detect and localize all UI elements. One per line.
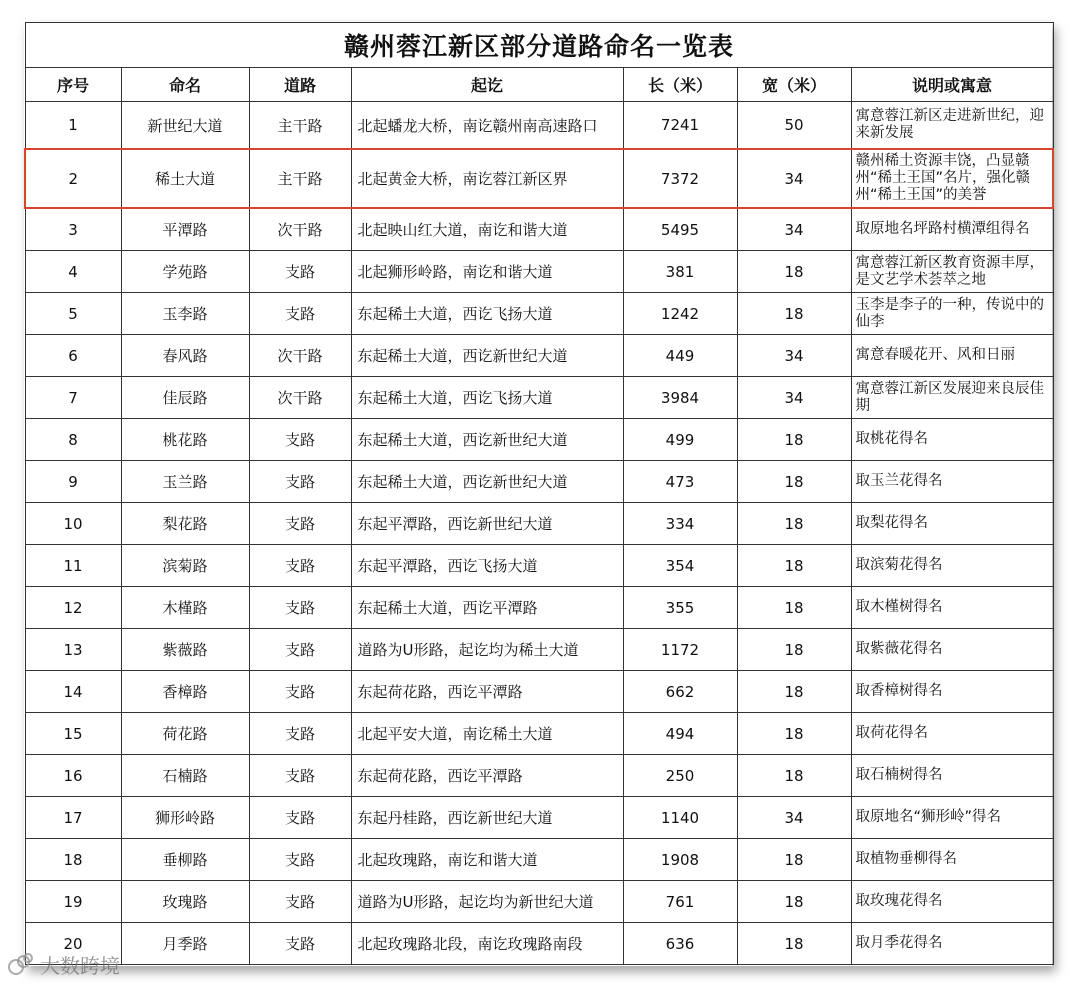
cell-route: 北起平安大道，南讫稀土大道 (351, 713, 623, 755)
cell-name: 玫瑰路 (121, 881, 249, 923)
cell-length: 355 (623, 587, 737, 629)
cell-road-type: 主干路 (249, 102, 351, 150)
cell-route: 东起稀土大道，西讫新世纪大道 (351, 335, 623, 377)
cell-road-type: 支路 (249, 881, 351, 923)
cell-no: 20 (25, 923, 121, 965)
cell-no: 14 (25, 671, 121, 713)
cell-road-type: 支路 (249, 629, 351, 671)
cell-name: 垂柳路 (121, 839, 249, 881)
cell-name: 梨花路 (121, 503, 249, 545)
cell-width: 18 (737, 755, 851, 797)
cell-no: 19 (25, 881, 121, 923)
cell-road-type: 次干路 (249, 335, 351, 377)
watermark (8, 950, 120, 979)
cell-route: 东起稀土大道，西讫新世纪大道 (351, 461, 623, 503)
cell-name: 狮形岭路 (121, 797, 249, 839)
cell-name: 春风路 (121, 335, 249, 377)
cell-length: 381 (623, 251, 737, 293)
cell-width: 34 (737, 377, 851, 419)
cell-width: 18 (737, 293, 851, 335)
cell-route: 东起稀土大道，西讫平潭路 (351, 587, 623, 629)
cell-width: 34 (737, 208, 851, 251)
cell-note: 玉李是李子的一种，传说中的仙李 (851, 293, 1053, 335)
header-length: 长（米） (623, 68, 737, 102)
cell-route: 北起狮形岭路，南讫和谐大道 (351, 251, 623, 293)
cell-road-type: 次干路 (249, 377, 351, 419)
cell-road-type: 支路 (249, 923, 351, 965)
cell-no: 6 (25, 335, 121, 377)
cell-road-type: 支路 (249, 671, 351, 713)
cell-road-type: 主干路 (249, 149, 351, 208)
cell-name: 学苑路 (121, 251, 249, 293)
table-row (25, 461, 1053, 503)
cell-note: 取植物垂柳得名 (851, 839, 1053, 881)
cell-name: 玉李路 (121, 293, 249, 335)
header-note: 说明或寓意 (851, 68, 1053, 102)
cell-road-type: 支路 (249, 293, 351, 335)
header-route: 起讫 (351, 68, 623, 102)
cell-length: 334 (623, 503, 737, 545)
table-row (25, 839, 1053, 881)
header-name: 命名 (121, 68, 249, 102)
cell-no: 18 (25, 839, 121, 881)
cell-no: 9 (25, 461, 121, 503)
table-row (25, 419, 1053, 461)
cell-width: 50 (737, 102, 851, 150)
table-row (25, 923, 1053, 965)
cell-name: 紫薇路 (121, 629, 249, 671)
cell-note: 寓意蓉江新区发展迎来良辰佳期 (851, 377, 1053, 419)
cell-length: 761 (623, 881, 737, 923)
cell-name: 平潭路 (121, 208, 249, 251)
cell-route: 东起丹桂路，西讫新世纪大道 (351, 797, 623, 839)
table-row (25, 713, 1053, 755)
cell-route: 北起蟠龙大桥，南讫赣州南高速路口 (351, 102, 623, 150)
table-row (25, 755, 1053, 797)
cell-no: 3 (25, 208, 121, 251)
cell-route: 东起平潭路，西讫新世纪大道 (351, 503, 623, 545)
table-row (25, 545, 1053, 587)
cell-length: 250 (623, 755, 737, 797)
cell-road-type: 支路 (249, 251, 351, 293)
cell-width: 18 (737, 419, 851, 461)
table-row (25, 503, 1053, 545)
cell-road-type: 支路 (249, 797, 351, 839)
cell-note: 取紫薇花得名 (851, 629, 1053, 671)
cell-length: 354 (623, 545, 737, 587)
cell-route: 东起稀土大道，西讫新世纪大道 (351, 419, 623, 461)
cell-no: 8 (25, 419, 121, 461)
cell-width: 18 (737, 629, 851, 671)
cell-note: 取月季花得名 (851, 923, 1053, 965)
cell-no: 4 (25, 251, 121, 293)
cell-no: 15 (25, 713, 121, 755)
table-row (25, 377, 1053, 419)
cell-note: 取石楠树得名 (851, 755, 1053, 797)
cell-no: 1 (25, 102, 121, 150)
cell-name: 新世纪大道 (121, 102, 249, 150)
cell-route: 北起玫瑰路，南讫和谐大道 (351, 839, 623, 881)
cell-no: 5 (25, 293, 121, 335)
cell-road-type: 支路 (249, 545, 351, 587)
cell-route: 东起稀土大道，西讫飞扬大道 (351, 293, 623, 335)
road-naming-sheet (24, 22, 1052, 966)
cell-note: 取滨菊花得名 (851, 545, 1053, 587)
table-row (25, 629, 1053, 671)
cell-width: 34 (737, 797, 851, 839)
cell-route: 道路为U形路，起讫均为稀土大道 (351, 629, 623, 671)
cell-no: 7 (25, 377, 121, 419)
cell-length: 449 (623, 335, 737, 377)
cell-note: 取荷花得名 (851, 713, 1053, 755)
cell-length: 1908 (623, 839, 737, 881)
cell-no: 12 (25, 587, 121, 629)
cell-length: 1242 (623, 293, 737, 335)
cell-width: 34 (737, 149, 851, 208)
cell-no: 11 (25, 545, 121, 587)
cell-road-type: 次干路 (249, 208, 351, 251)
cell-length: 494 (623, 713, 737, 755)
watermark-text: 大数跨境 (40, 954, 120, 978)
cell-name: 稀土大道 (121, 149, 249, 208)
cell-name: 桃花路 (121, 419, 249, 461)
table-row (25, 102, 1053, 150)
cell-name: 石楠路 (121, 755, 249, 797)
header-no: 序号 (25, 68, 121, 102)
cell-route: 东起荷花路，西讫平潭路 (351, 755, 623, 797)
header-row (25, 68, 1053, 102)
watermark-logo-icon (8, 953, 36, 977)
cell-width: 34 (737, 335, 851, 377)
cell-width: 18 (737, 587, 851, 629)
table-row (25, 208, 1053, 251)
table-row (25, 797, 1053, 839)
cell-length: 636 (623, 923, 737, 965)
cell-width: 18 (737, 251, 851, 293)
cell-no: 16 (25, 755, 121, 797)
cell-road-type: 支路 (249, 755, 351, 797)
cell-width: 18 (737, 881, 851, 923)
table-row (25, 251, 1053, 293)
cell-note: 寓意春暖花开、风和日丽 (851, 335, 1053, 377)
cell-width: 18 (737, 503, 851, 545)
cell-route: 北起黄金大桥，南讫蓉江新区界 (351, 149, 623, 208)
cell-length: 7372 (623, 149, 737, 208)
cell-no: 2 (25, 149, 121, 208)
table-row-highlighted (25, 149, 1053, 208)
cell-length: 3984 (623, 377, 737, 419)
cell-length: 1140 (623, 797, 737, 839)
cell-name: 香樟路 (121, 671, 249, 713)
cell-note: 寓意蓉江新区走进新世纪，迎来新发展 (851, 102, 1053, 150)
cell-note: 取桃花得名 (851, 419, 1053, 461)
cell-width: 18 (737, 923, 851, 965)
cell-note: 取香樟树得名 (851, 671, 1053, 713)
cell-length: 662 (623, 671, 737, 713)
cell-name: 月季路 (121, 923, 249, 965)
cell-name: 木槿路 (121, 587, 249, 629)
table-row (25, 293, 1053, 335)
table-title: 赣州蓉江新区部分道路命名一览表 (25, 23, 1053, 68)
header-width: 宽（米） (737, 68, 851, 102)
cell-note: 取梨花得名 (851, 503, 1053, 545)
cell-route: 北起映山红大道，南讫和谐大道 (351, 208, 623, 251)
cell-width: 18 (737, 713, 851, 755)
cell-route: 道路为U形路，起讫均为新世纪大道 (351, 881, 623, 923)
cell-road-type: 支路 (249, 503, 351, 545)
cell-road-type: 支路 (249, 713, 351, 755)
cell-note: 赣州稀土资源丰饶，凸显赣州“稀土王国”名片，强化赣州“稀土王国”的美誉 (851, 149, 1053, 208)
table-row (25, 335, 1053, 377)
table-row (25, 587, 1053, 629)
cell-route: 东起平潭路，西讫飞扬大道 (351, 545, 623, 587)
cell-name: 玉兰路 (121, 461, 249, 503)
cell-road-type: 支路 (249, 587, 351, 629)
cell-name: 滨菊路 (121, 545, 249, 587)
cell-road-type: 支路 (249, 839, 351, 881)
cell-note: 取原地名“狮形岭”得名 (851, 797, 1053, 839)
cell-width: 18 (737, 839, 851, 881)
cell-note: 取原地名坪路村横潭组得名 (851, 208, 1053, 251)
cell-width: 18 (737, 671, 851, 713)
table-row (25, 881, 1053, 923)
cell-width: 18 (737, 545, 851, 587)
road-naming-table (24, 22, 1054, 965)
cell-length: 499 (623, 419, 737, 461)
cell-route: 东起荷花路，西讫平潭路 (351, 671, 623, 713)
cell-length: 1172 (623, 629, 737, 671)
cell-note: 取木槿树得名 (851, 587, 1053, 629)
table-body (25, 102, 1053, 965)
cell-no: 17 (25, 797, 121, 839)
cell-route: 东起稀土大道，西讫飞扬大道 (351, 377, 623, 419)
cell-length: 473 (623, 461, 737, 503)
cell-road-type: 支路 (249, 419, 351, 461)
cell-no: 13 (25, 629, 121, 671)
header-road-type: 道路 (249, 68, 351, 102)
cell-name: 佳辰路 (121, 377, 249, 419)
cell-route: 北起玫瑰路北段，南讫玫瑰路南段 (351, 923, 623, 965)
cell-length: 5495 (623, 208, 737, 251)
cell-width: 18 (737, 461, 851, 503)
cell-note: 取玫瑰花得名 (851, 881, 1053, 923)
cell-no: 10 (25, 503, 121, 545)
table-row (25, 671, 1053, 713)
cell-road-type: 支路 (249, 461, 351, 503)
cell-note: 寓意蓉江新区教育资源丰厚，是文艺学术荟萃之地 (851, 251, 1053, 293)
cell-name: 荷花路 (121, 713, 249, 755)
cell-length: 7241 (623, 102, 737, 150)
cell-note: 取玉兰花得名 (851, 461, 1053, 503)
